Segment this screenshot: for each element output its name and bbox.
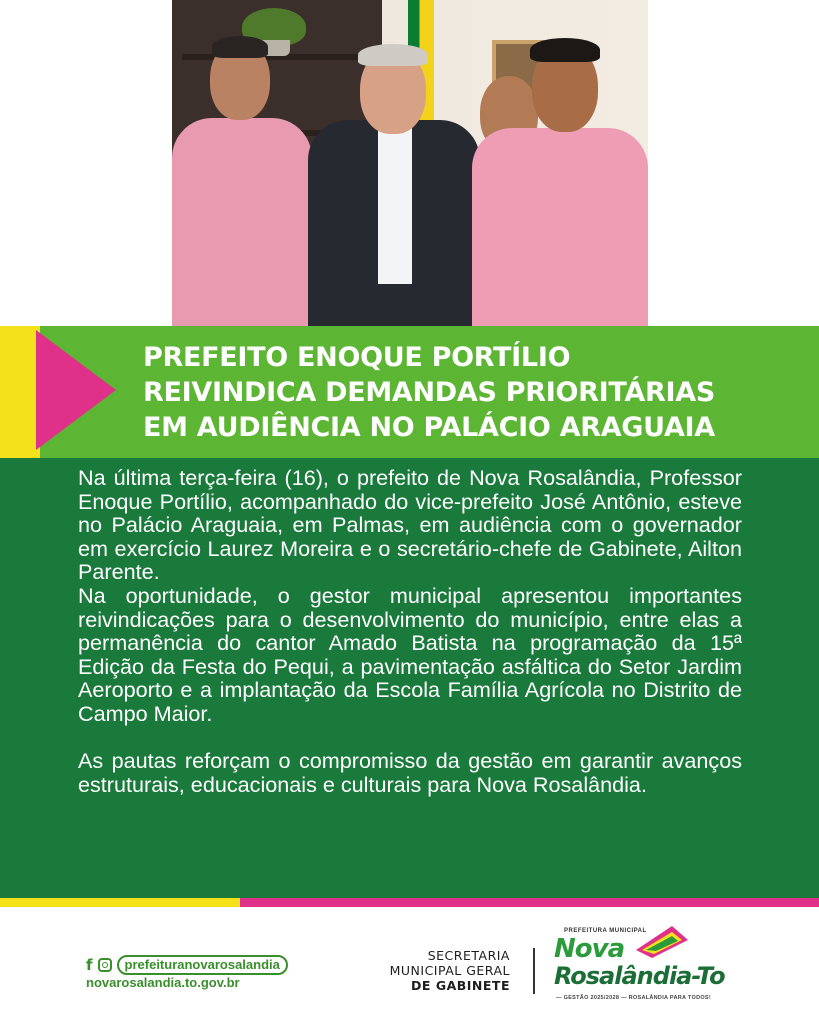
headline-line: PREFEITO ENOQUE PORTÍLIO xyxy=(143,342,571,373)
headline-line: REIVINDICA DEMANDAS PRIORITÁRIAS xyxy=(143,377,715,408)
logo-prefix: PREFEITURA MUNICIPAL xyxy=(564,928,647,934)
secretaria-label xyxy=(340,948,510,993)
secretaria-line: DE GABINETE xyxy=(411,978,510,993)
article-paragraph: Na última terça-feira (16), o prefeito de Nova Rosalândia, Professor Enoque Portílio, acompanhado do vice-prefeito José Antônio, esteve no Palácio Araguaia, em Palmas, em audiência com o governador em exercício Laurez Moreira e o secretário-chefe de Gabinete, Ailton Parente. xyxy=(78,465,742,585)
person-3-body xyxy=(472,128,648,326)
person-2-hair xyxy=(358,44,428,66)
logo-tagline: — GESTÃO 2025/2028 — ROSALÂNDIA PARA TODOS! xyxy=(556,995,712,1001)
person-1-body xyxy=(172,118,312,326)
title-band-yellow-accent xyxy=(0,326,40,458)
logo-line-2: Rosalândia-To xyxy=(554,962,725,990)
article-paragraph: Na oportunidade, o gestor municipal apresentou importantes reivindicações para o desenvolvimento do município, entre elas a permanência do cantor Amado Batista na programação da 15ª Edição da Festa do Pequi, a pavimentação asfáltica do Setor Jardim Aeroporto e a implantação da Escola Família Agrícola no Distrito de Campo Maior. xyxy=(78,582,742,726)
facebook-icon[interactable]: f xyxy=(86,956,93,974)
header-photo xyxy=(172,0,648,326)
secretaria-line: MUNICIPAL GERAL xyxy=(389,963,510,978)
footer-divider xyxy=(533,948,535,994)
social-handle[interactable]: prefeituranovarosalandia xyxy=(117,955,288,975)
instagram-icon[interactable] xyxy=(98,958,112,972)
person-1-hair xyxy=(212,36,268,58)
footer-strip-yellow xyxy=(0,898,240,907)
website-link[interactable]: novarosalandia.to.gov.br xyxy=(86,975,240,990)
headline xyxy=(143,340,803,445)
social-links xyxy=(86,955,288,975)
article-text xyxy=(78,466,742,796)
play-arrow-icon xyxy=(36,330,116,450)
person-3-hair xyxy=(530,38,600,62)
city-logo xyxy=(552,920,752,1010)
footer-strip-pink xyxy=(240,898,819,907)
secretaria-line: SECRETARIA xyxy=(427,948,510,963)
logo-flag-icon xyxy=(632,920,692,960)
article-paragraph: As pautas reforçam o compromisso da gestão em garantir avanços estruturais, educacionais e culturais para Nova Rosalândia. xyxy=(78,748,742,797)
logo-line-1: Nova xyxy=(554,934,625,964)
headline-line: EM AUDIÊNCIA NO PALÁCIO ARAGUAIA xyxy=(143,412,715,443)
person-2-shirt xyxy=(378,124,412,284)
